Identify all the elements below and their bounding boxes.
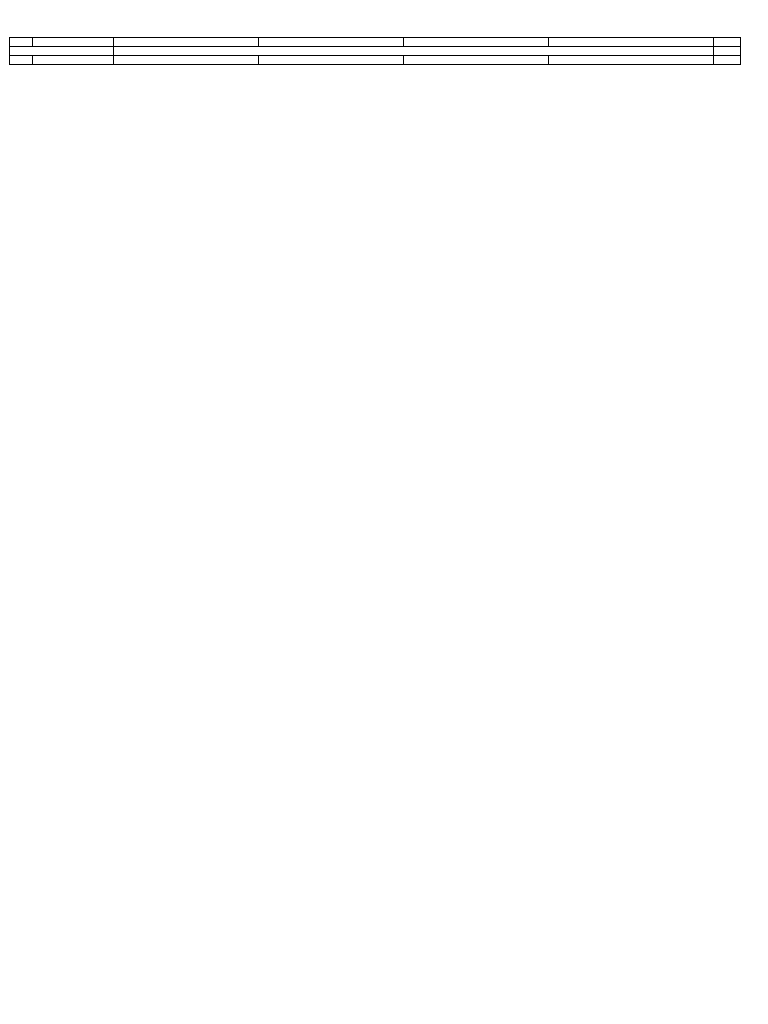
col-slno [10,56,33,65]
col-rt1 [114,56,259,65]
col-rt2 [259,56,404,65]
planner-title [10,47,114,56]
col-rt3 [404,56,549,65]
col-subject [33,56,114,65]
portions-heading [114,47,714,56]
col-rt4 [549,56,714,65]
planner-table-top [9,37,741,65]
